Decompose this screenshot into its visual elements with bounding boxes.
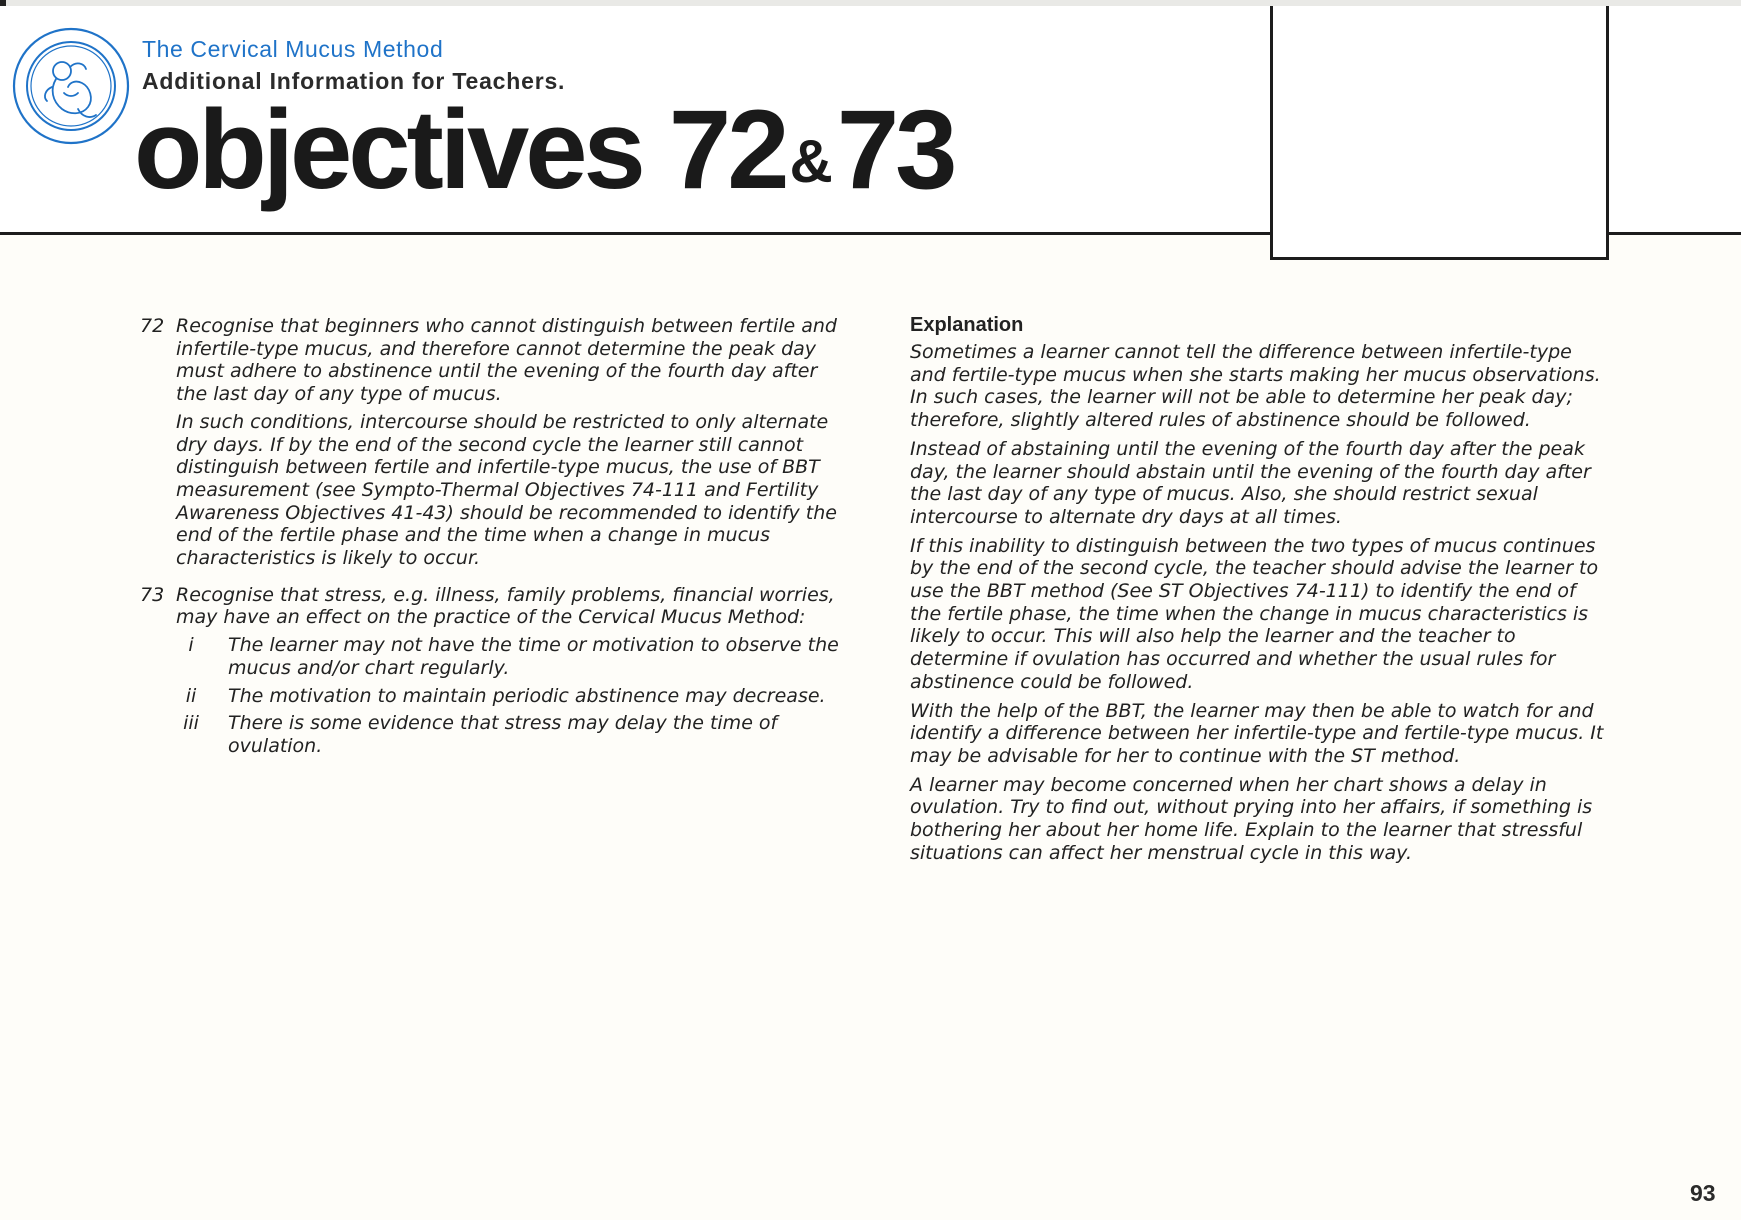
objective-73 — [140, 584, 840, 629]
objective-72 — [140, 315, 840, 406]
item-text: The learner may not have the time or motivation to observe the mucus and/or chart regularly. — [228, 634, 839, 679]
explanation-heading: Explanation — [910, 314, 1024, 336]
item-numeral: i — [188, 634, 194, 657]
objective-73-item-iii — [140, 712, 840, 757]
explanation-paragraph: With the help of the BBT, the learner may then be able to watch for and identify a difference between her infertile-type and fertile-type mucus. It may be advisable for her to continue with the ST method. — [910, 699, 1604, 767]
explanation-paragraph: Instead of abstaining until the evening of the fourth day after the peak day, the learner should abstain until the evening of the fourth day after the last day of any type of mucus. Also, she should restrict sexual intercourse to alternate dry days at all times. — [910, 437, 1591, 528]
title-main: objectives 72 — [134, 87, 786, 212]
explanation-paragraph: A learner may become concerned when her chart shows a delay in ovulation. Try to find out, without prying into her affairs, if something is bothering her about her home life. Explain to the learner that stressful situations can affect her menstrual cycle in this way. — [910, 773, 1593, 864]
item-text: The motivation to maintain periodic abstinence may decrease. — [228, 684, 826, 707]
page-number: 93 — [1690, 1180, 1716, 1206]
objective-73-item-ii — [140, 685, 840, 708]
explanation-paragraph: If this inability to distinguish between the two types of mucus continues by the end of the second cycle, the teacher should advise the learner to use the BBT method (See ST Objectives 74-111) to identify the end of the fertile phase, the time when the change in mucus characteristics is likely to occur. This will also help the learner and the teacher to determine if ovulation has occurred and whether the usual rules for abstinence could be followed. — [910, 534, 1599, 693]
explanation-paragraph: Sometimes a learner cannot tell the difference between infertile-type and fertile-type mucus when she starts making her mucus observations. In such cases, the learner will not be able to determine her peak day; therefore, slightly altered rules of abstinence should be followed. — [910, 341, 1601, 432]
objective-72-text: Recognise that beginners who cannot distinguish between fertile and infertile-type mucus, and therefore cannot determine the peak day must adhere to abstinence until the evening of the fourth day after the last day of any type of mucus. — [176, 315, 837, 406]
objective-73-intro: Recognise that stress, e.g. illness, family problems, financial worries, may have an effect on the practice of the Cervical Mucus Method: — [176, 583, 835, 629]
header-box — [1270, 6, 1609, 260]
title-ampersand: & — [789, 128, 833, 195]
objective-73-item-i — [140, 634, 840, 679]
series-subtitle: Additional Information for Teachers. — [142, 68, 566, 94]
title-end: 73 — [836, 87, 954, 212]
item-numeral: ii — [185, 684, 197, 707]
baby-logo-icon — [12, 27, 130, 145]
objective-72-continuation: In such conditions, intercourse should be restricted to only alternate dry days. If by the end of the second cycle the learner still cannot distinguish between fertile and infertile-type mucus, the use of BBT measurement (see Sympto-Thermal Objectives 74-111 and Fertility Awareness Objectives 41-43) should be recommended to identify the end of the fertile phase and the time when a change in mucus characteristics is likely to occur. — [176, 410, 837, 570]
objective-72-number: 72 — [140, 315, 165, 337]
objectives-column — [140, 315, 840, 758]
explanation-column — [910, 314, 1610, 870]
page-title — [134, 87, 954, 212]
item-text: There is some evidence that stress may delay the time of ovulation. — [228, 712, 778, 757]
item-numeral: iii — [183, 712, 199, 735]
objective-73-number: 73 — [140, 583, 165, 606]
series-title: The Cervical Mucus Method — [142, 36, 444, 62]
